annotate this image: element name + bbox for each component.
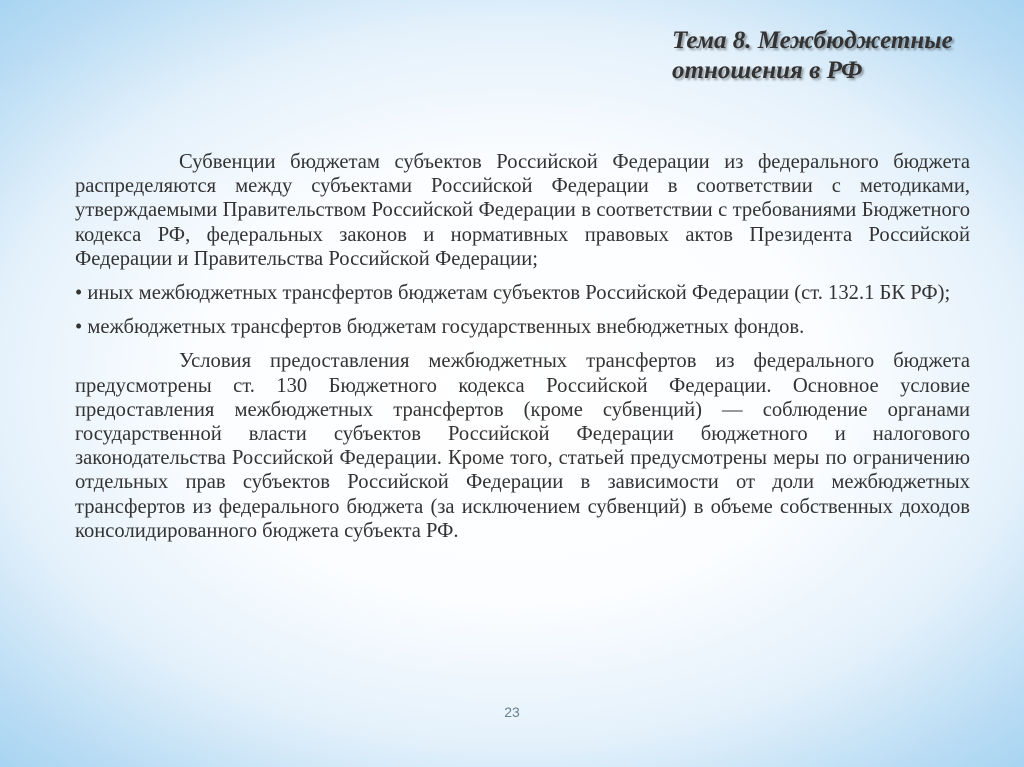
slide-title-line-1: Тема 8. Межбюджетные [672, 27, 953, 54]
bullet-extrabudgetary-funds: • межбюджетных трансфертов бюджетам государственных внебюджетных фондов. [75, 316, 805, 339]
paragraph-conditions: Условия предоставления межбюджетных трансфертов из федерального бюджета предусмотрены ст. 130 Бюджетного кодекса Российской Федерации. Основное условие предоставления межбюджетных трансфертов (кроме субвенций) — соблюдение органами государственной власти субъектов Российской Федерации бюджетного и налогового законодательства Российской Федерации. Кроме того, статьей предусмотрены меры по ограничению отдельных прав субъектов Российской Федерации в зависимости от доли межбюджетных трансфертов из федерального бюджета (за исключением субвенций) в объеме собственных доходов консолидированного бюджета субъекта РФ. [75, 350, 970, 542]
slide-title [672, 26, 1002, 86]
paragraph-subventions: Субвенции бюджетам субъектов Российской Федерации из федерального бюджета распределяются между субъектами Российской Федерации в соответствии с методиками, утверждаемыми Правительством Российской Федерации в соответствии с требованиями Бюджетного кодекса РФ, федеральных законов и нормативных правовых актов Президента Российской Федерации и Правительства Российской Федерации; [75, 151, 970, 270]
page-number: 23 [504, 704, 520, 720]
slide-body [75, 150, 970, 543]
bullet-other-transfers: • иных межбюджетных трансфертов бюджетам субъектов Российской Федерации (ст. 132.1 БК РФ); [75, 282, 951, 305]
slide-title-line-2: отношения в РФ [672, 57, 863, 84]
